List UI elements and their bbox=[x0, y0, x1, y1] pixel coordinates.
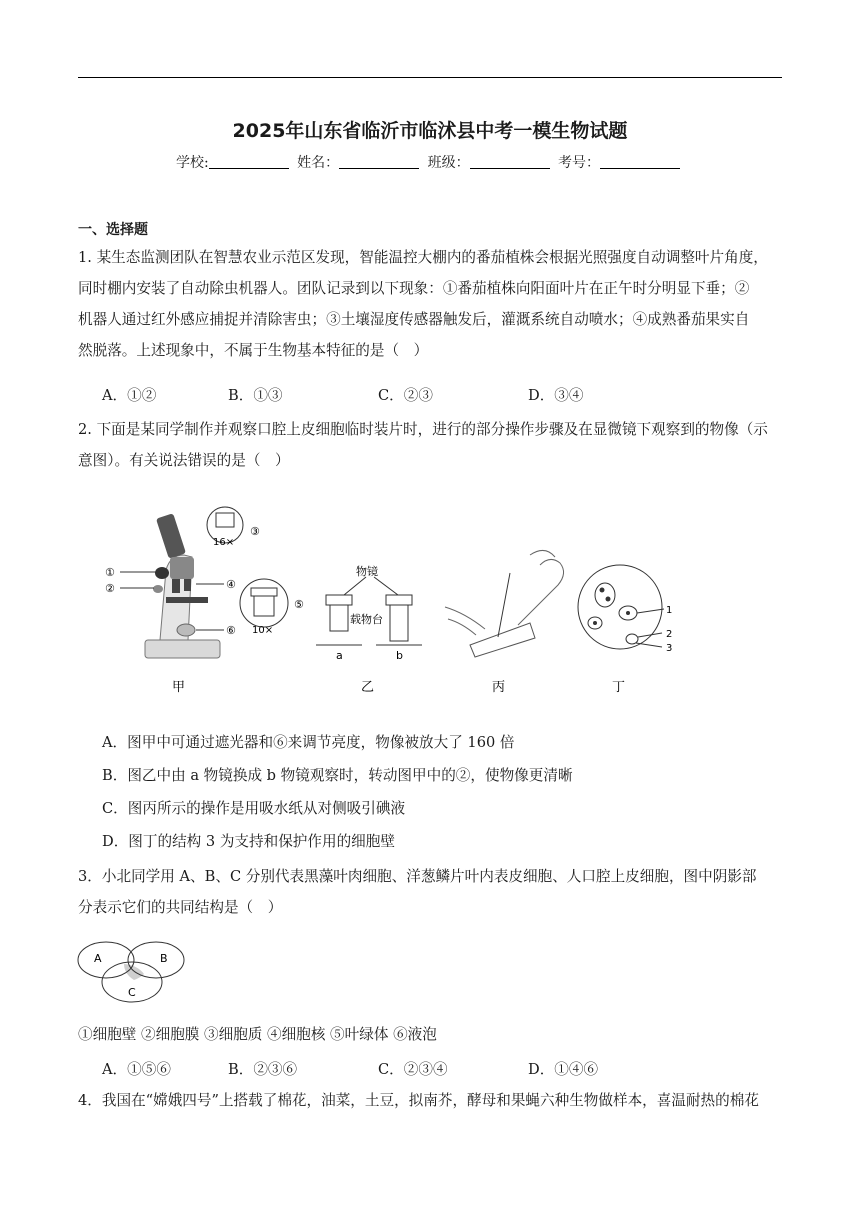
scope-mark-1: ① bbox=[105, 566, 115, 579]
option-c[interactable]: C．图丙所示的操作是用吸水纸从对侧吸引碘液 bbox=[102, 800, 406, 817]
question-1-line: 然脱落。上述现象中，不属于生物基本特征的是（ ） bbox=[78, 342, 429, 359]
option-b[interactable]: B．②③⑥ bbox=[228, 1061, 298, 1078]
question-2-stem bbox=[78, 414, 783, 476]
name-label: 姓名： bbox=[297, 155, 340, 171]
cells-view-figure bbox=[578, 565, 672, 654]
objectives-figure bbox=[316, 564, 422, 662]
exam-title: 2025年山东省临沂市临沭县中考一模生物试题 bbox=[232, 120, 628, 142]
venn-label-b: B bbox=[160, 952, 168, 965]
cell-mark-2: 2 bbox=[666, 629, 673, 640]
exam-number-blank[interactable] bbox=[600, 154, 680, 169]
question-4-line: 4．我国在“嫦娥四号”上搭载了棉花，油菜，土豆，拟南芥，酵母和果蝇六种生物做样本，喜温耐热的棉花 bbox=[78, 1092, 759, 1109]
stage-text: 载物台 bbox=[350, 613, 383, 626]
venn-circle-b bbox=[128, 942, 184, 978]
scope-mark-2: ② bbox=[105, 582, 115, 595]
option-a[interactable]: A．①② bbox=[102, 387, 157, 404]
question-3-line: 3．小北同学用 A、B、C 分别代表黑藻叶肉细胞、洋葱鳞片叶内表皮细胞、人口腔上皮细胞，图中阴影部 bbox=[78, 868, 757, 885]
objective-text: 物镜 bbox=[356, 565, 378, 578]
class-label: 班级： bbox=[427, 155, 470, 171]
exam-number-label: 考号： bbox=[558, 155, 601, 171]
figure-label-bing: 丙 bbox=[492, 680, 506, 695]
eyepiece-mark: 16× bbox=[213, 537, 235, 548]
top-rule bbox=[78, 77, 782, 78]
question-3-stem bbox=[78, 861, 783, 923]
figure-label-ding: 丁 bbox=[612, 680, 626, 695]
option-a[interactable]: A．①⑤⑥ bbox=[102, 1061, 171, 1078]
option-a[interactable]: A．图甲中可通过遮光器和⑥来调节亮度，物像被放大了 160 倍 bbox=[102, 734, 515, 751]
question-2-line: 2. 下面是某同学制作并观察口腔上皮细胞临时装片时，进行的部分操作步骤及在显微镜下观察到的物像（示 bbox=[78, 421, 768, 438]
scope-mark-5: ⑤ bbox=[294, 598, 304, 611]
venn-label-c: C bbox=[128, 986, 136, 999]
section-heading: 一、选择题 bbox=[78, 222, 148, 238]
option-b[interactable]: B．图乙中由 a 物镜换成 b 物镜观察时，转动图甲中的②，使物像更清晰 bbox=[102, 767, 573, 784]
question-1-line: 同时棚内安装了自动除虫机器人。团队记录到以下现象：①番茄植株向阳面叶片在正午时分明显下垂；② bbox=[78, 280, 750, 297]
figure-label-yi: 乙 bbox=[361, 680, 375, 695]
objective-mark: 10× bbox=[252, 625, 274, 636]
option-c[interactable]: C．②③ bbox=[378, 387, 433, 404]
option-d[interactable]: D．③④ bbox=[528, 387, 584, 404]
scope-mark-6: ⑥ bbox=[226, 624, 236, 637]
class-blank[interactable] bbox=[470, 154, 550, 169]
question-1-line: 1. 某生态监测团队在智慧农业示范区发现，智能温控大棚内的番茄植株会根据光照强度自动调整叶片角度， bbox=[78, 249, 768, 266]
school-label: 学校: bbox=[175, 155, 209, 171]
cell-mark-3: 3 bbox=[666, 643, 673, 654]
cell-mark-1: 1 bbox=[666, 605, 673, 616]
question-2-line: 意图）。有关说法错误的是（ ） bbox=[78, 452, 290, 469]
question-1-stem bbox=[78, 242, 783, 366]
scope-mark-4: ④ bbox=[226, 578, 236, 591]
option-d[interactable]: D．①④⑥ bbox=[528, 1061, 599, 1078]
school-blank[interactable] bbox=[209, 154, 289, 169]
option-d[interactable]: D．图丁的结构 3 为支持和保护作用的细胞壁 bbox=[102, 833, 395, 850]
lens-a-text: a bbox=[336, 649, 343, 662]
lens-b-text: b bbox=[396, 649, 403, 662]
staining-figure bbox=[445, 550, 564, 657]
option-b[interactable]: B．①③ bbox=[228, 387, 283, 404]
question-4-stem bbox=[78, 1085, 783, 1116]
question-2-figure bbox=[100, 495, 700, 705]
question-1-line: 机器人通过红外感应捕捉并清除害虫；③土壤湿度传感器触发后，灌溉系统自动喷水；④成熟番茄果实自 bbox=[78, 311, 750, 328]
name-blank[interactable] bbox=[339, 154, 419, 169]
venn-diagram bbox=[76, 938, 186, 1008]
scope-mark-3: ③ bbox=[250, 525, 260, 538]
venn-label-a: A bbox=[94, 952, 102, 965]
student-info-line bbox=[0, 152, 860, 172]
microscope-figure bbox=[105, 507, 304, 658]
figure-label-jia: 甲 bbox=[172, 680, 186, 695]
question-3-line: 分表示它们的共同结构是（ ） bbox=[78, 899, 283, 916]
question-3-structures: ①细胞壁 ②细胞膜 ③细胞质 ④细胞核 ⑤叶绿体 ⑥液泡 bbox=[78, 1026, 437, 1043]
option-c[interactable]: C．②③④ bbox=[378, 1061, 448, 1078]
